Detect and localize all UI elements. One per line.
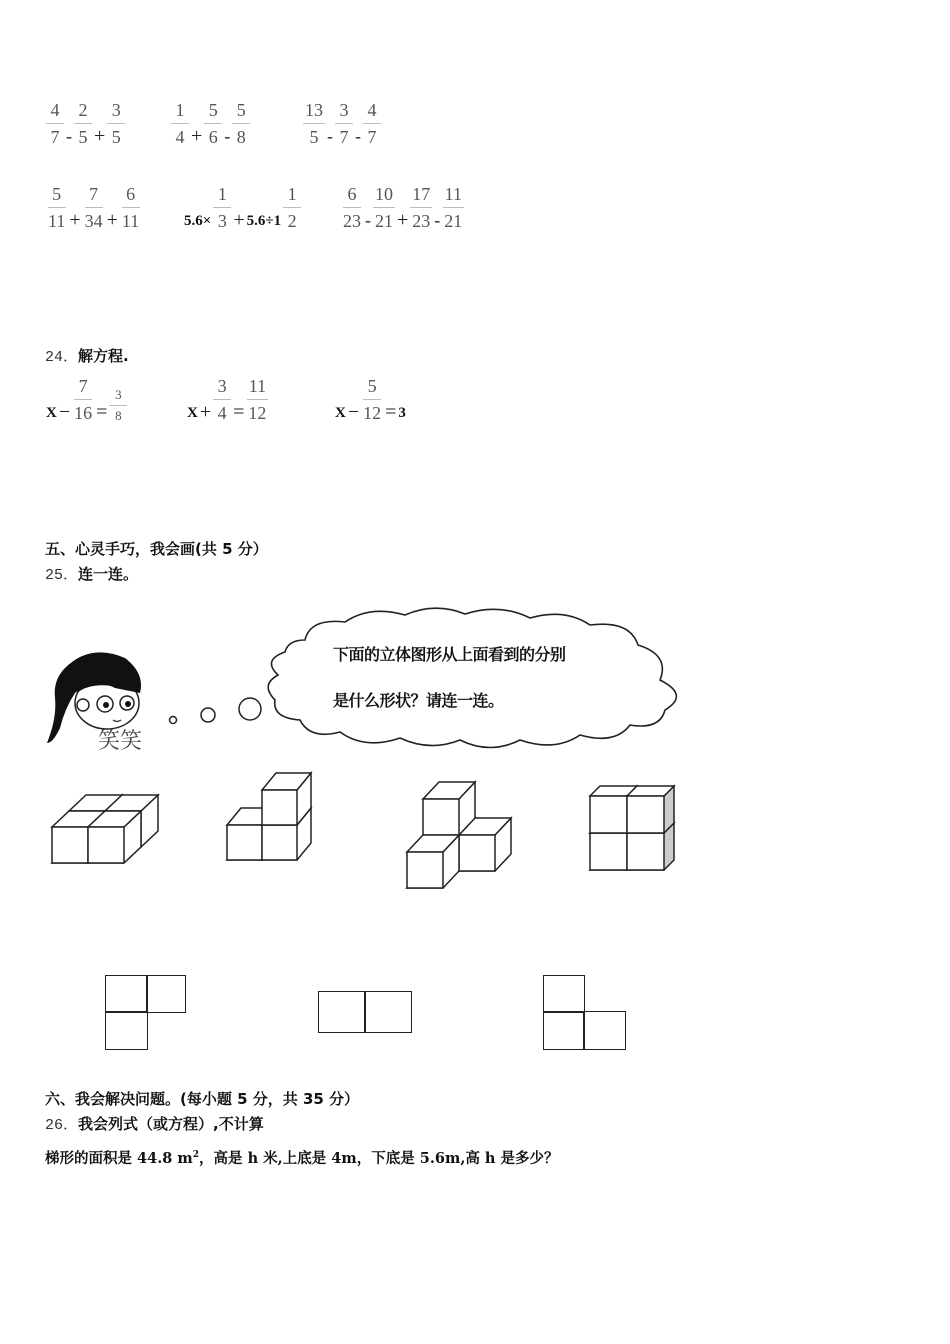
operator: -	[66, 126, 72, 146]
denominator: 21	[375, 211, 393, 231]
character-name: 笑笑	[98, 729, 143, 754]
denominator: 7	[367, 127, 377, 147]
question-title: 我会列式（或方程）,不计算	[78, 1115, 264, 1133]
square	[318, 991, 366, 1033]
denominator: 11	[121, 211, 140, 231]
equation	[186, 376, 269, 423]
equation	[45, 376, 128, 423]
calc-expression	[45, 100, 126, 147]
denominator: 4	[175, 127, 185, 147]
solid-figure-4[interactable]	[590, 786, 674, 870]
superscript: 2	[192, 1150, 200, 1161]
thought-bubble-medium	[201, 708, 215, 722]
operator: -	[224, 126, 231, 146]
numerator: 5	[48, 184, 66, 208]
fraction	[171, 100, 189, 147]
numerator: 2	[74, 100, 92, 124]
denominator: 16	[74, 403, 93, 423]
cube-front-face	[407, 852, 443, 888]
fraction	[363, 100, 381, 147]
fraction	[74, 100, 92, 147]
speech-line-2: 是什么形状？请连一连。	[333, 691, 504, 710]
fraction	[361, 376, 383, 423]
numerator: 13	[303, 100, 325, 124]
numerator: 4	[46, 100, 64, 124]
cube-front-face	[627, 796, 664, 833]
problem-text: ，高是 h 米,上底是 4m，下底是 5.6m,高 h 是多少？	[199, 1150, 559, 1167]
denominator: 3	[217, 211, 227, 231]
square	[146, 975, 186, 1013]
denominator: 4	[217, 403, 227, 423]
operator: +	[106, 209, 118, 231]
thought-bubble-large	[239, 698, 261, 720]
numerator: 5	[204, 100, 222, 124]
denominator: 6	[208, 127, 218, 147]
numerator: 6	[343, 184, 361, 208]
denominator: 5	[309, 127, 319, 147]
section-5-title: 五、心灵手巧，我会画(共 5 分）	[45, 540, 268, 558]
square	[364, 991, 412, 1033]
term: 5.6÷1	[246, 213, 282, 229]
calc-expression	[183, 184, 302, 231]
denominator: 12	[363, 403, 382, 423]
thought-bubble-small	[170, 717, 177, 724]
fraction	[120, 184, 141, 231]
denominator: 34	[84, 211, 103, 231]
fraction	[246, 376, 268, 423]
fraction	[410, 184, 432, 231]
cube-front-face	[627, 833, 664, 870]
square	[583, 1011, 626, 1050]
cube-front-face	[262, 825, 297, 860]
operator: +	[233, 209, 245, 231]
term: X	[335, 405, 346, 421]
fraction	[213, 184, 231, 231]
fraction	[232, 100, 250, 147]
numerator: 7	[74, 376, 92, 400]
fraction	[373, 184, 395, 231]
numerator: 10	[373, 184, 395, 208]
calc-expression	[170, 100, 251, 147]
operator: -	[365, 210, 371, 230]
denominator: 11	[48, 211, 66, 231]
operator: +	[191, 125, 203, 147]
cube-front-face	[227, 825, 262, 860]
question-title: 连一连。	[78, 565, 139, 583]
denominator: 5	[111, 127, 121, 147]
numerator: 4	[363, 100, 381, 124]
term: X	[46, 405, 57, 421]
calc-expression	[340, 184, 465, 231]
term: 3	[398, 405, 406, 421]
fraction	[335, 100, 353, 147]
numerator: 11	[443, 184, 464, 208]
fraction	[46, 100, 64, 147]
cube-front-face	[590, 833, 627, 870]
denominator: 2	[287, 211, 297, 231]
operator: -	[355, 126, 361, 146]
solid-figure-2[interactable]	[227, 773, 311, 860]
cube-front-face	[459, 835, 495, 871]
denominator: 7	[339, 127, 349, 147]
denominator: 23	[343, 211, 361, 231]
cube-front-face	[590, 796, 627, 833]
cube-front-face	[52, 827, 88, 863]
question-number: 25．	[45, 567, 79, 584]
denominator: 8	[236, 127, 246, 147]
fraction	[283, 184, 301, 231]
section-6-title: 六、我会解决问题。(每小题 5 分，共 35 分）	[45, 1090, 360, 1108]
term: X	[187, 405, 198, 421]
calc-expression	[45, 184, 142, 231]
question-25-heading	[45, 563, 138, 584]
numerator: 1	[171, 100, 189, 124]
fraction	[341, 184, 363, 231]
square	[543, 1011, 585, 1050]
term: 5.6×	[184, 213, 212, 229]
numerator: 3	[213, 376, 231, 400]
operator: -	[434, 210, 441, 230]
denominator: 23	[412, 211, 431, 231]
numerator: 1	[213, 184, 231, 208]
numerator: 3	[335, 100, 353, 124]
fraction	[109, 388, 127, 423]
operator: =	[96, 401, 108, 423]
calc-expression	[302, 100, 382, 147]
operator: +	[397, 209, 409, 231]
numerator: 3	[107, 100, 125, 124]
fraction	[83, 184, 105, 231]
operator: =	[233, 401, 245, 423]
square	[543, 975, 585, 1013]
fraction	[46, 184, 67, 231]
operator: -	[327, 126, 333, 146]
question-24-heading	[45, 345, 129, 366]
numerator: 11	[247, 376, 268, 400]
operator: =	[385, 401, 397, 423]
cube-front-face	[262, 790, 297, 825]
numerator: 5	[232, 100, 250, 124]
question-number: 24．	[45, 349, 79, 366]
operator: −	[347, 401, 360, 423]
fraction	[213, 376, 231, 423]
square	[105, 975, 148, 1013]
speech-line-1: 下面的立体图形从上面看到的分别	[333, 645, 566, 664]
denominator: 5	[78, 127, 88, 147]
numerator: 7	[85, 184, 103, 208]
question-number: 26．	[45, 1117, 79, 1134]
question-title: 解方程.	[78, 347, 129, 365]
denominator: 8	[115, 408, 122, 423]
problem-text: 梯形的面积是 44.8 m	[45, 1150, 193, 1167]
denominator: 12	[248, 403, 267, 423]
numerator: 5	[363, 376, 381, 400]
numerator: 6	[122, 184, 140, 208]
question-26-heading	[45, 1113, 264, 1134]
numerator: 17	[410, 184, 432, 208]
fraction	[442, 184, 464, 231]
operator: +	[69, 209, 81, 231]
solid-figure-3[interactable]	[407, 782, 511, 888]
operator: +	[94, 125, 106, 147]
fraction	[303, 100, 325, 147]
fraction	[72, 376, 94, 423]
fraction	[204, 100, 222, 147]
cube-front-face	[88, 827, 124, 863]
denominator: 7	[50, 127, 60, 147]
solid-figures	[0, 760, 720, 910]
numerator: 1	[283, 184, 301, 208]
fraction	[107, 100, 125, 147]
operator: +	[199, 401, 212, 423]
equation	[334, 376, 407, 423]
numerator: 3	[109, 388, 127, 406]
thought-cloud	[160, 600, 705, 755]
operator: −	[58, 401, 71, 423]
solid-figure-1[interactable]	[52, 795, 158, 863]
cube-front-face	[423, 799, 459, 835]
denominator: 21	[444, 211, 463, 231]
square	[105, 1011, 148, 1050]
question-26-problem	[45, 1147, 559, 1168]
